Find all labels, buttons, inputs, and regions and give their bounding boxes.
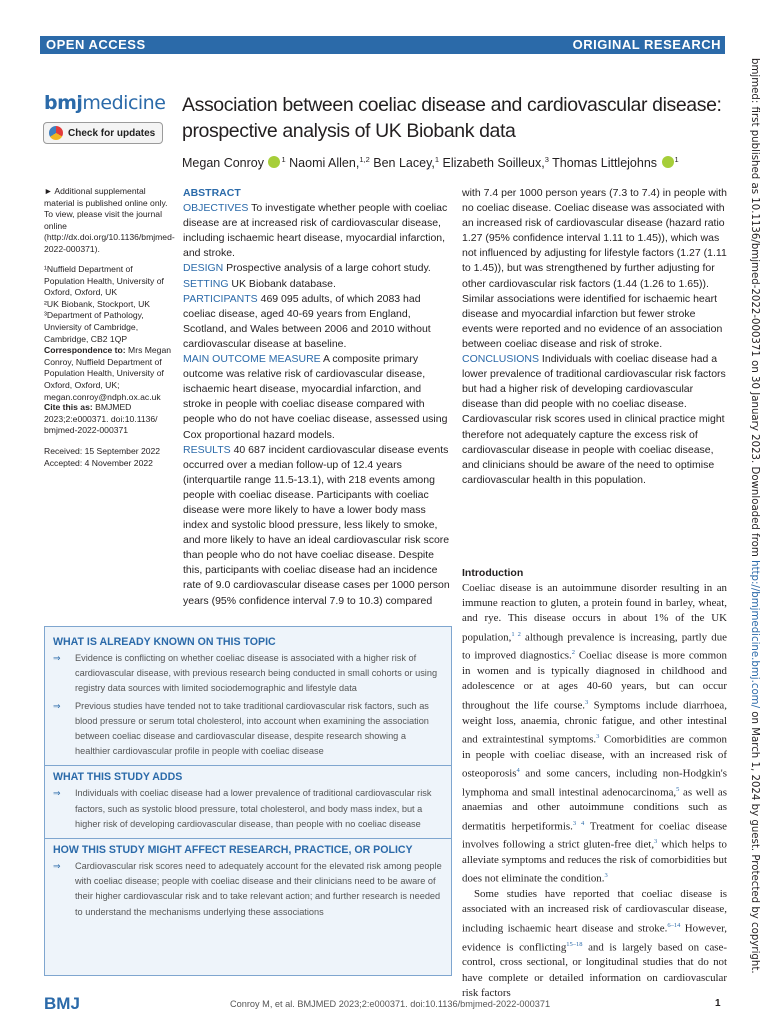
text-run: and some cancers, including non-Hodgkin's lymphoma and small intestinal adenocarcinoma, [462,767,727,799]
objectives-label: OBJECTIVES [183,202,249,215]
article-type-label: ORIGINAL RESEARCH [572,37,721,52]
reference[interactable]: 4 [516,766,520,774]
arrow-icon: ⇒ [53,788,61,799]
bullet-text: Cardiovascular risk scores need to adequately account for the elevated risk among people with coeliac disease; people with coeliac disease and their clinicians need to be aware of their higher cardiovascular risk and to take relevant action; and further research is needed to understand the mechanisms underlying these associations [75,861,442,917]
reference[interactable]: 15–18 [566,940,583,948]
received-date: Received: 15 September 2022 [44,446,161,456]
text-run: and is largely based on case-control, cross sectional, or longitudinal studies that do not have complete or detailed information on cardiovascular risk factors [462,941,727,999]
participants-label: PARTICIPANTS [183,292,258,305]
cite-label: Cite this as: [44,402,93,412]
text-run: although prevalence is increasing, partly due to improved diagnostics. [462,631,728,663]
bullet-text: Previous studies have tended not to take traditional cardiovascular risk factors, such as blood pressure or serum total cholesterol, into account when examining the association between coeliac disease and cardiovascular disease, despite research showing a healthier cardiovascular profile in people with coeliac disease [75,700,429,757]
reference[interactable]: 1 2 [511,630,521,638]
dates [44,446,172,469]
reference[interactable]: 3 4 [572,819,585,827]
intro-paragraph-1 [462,581,727,887]
list-item [53,651,443,697]
logo-bold: bmj [44,92,83,114]
divider [45,838,451,839]
check-updates-label: Check for updates [68,127,156,139]
abstract-col-2 [462,186,727,488]
author-name: Ben Lacey, [373,156,435,171]
arrow-icon: ⇒ [53,700,61,711]
bullet-text: Evidence is conflicting on whether coeliac disease is associated with a higher risk of cardiovascular disease, with previous research being conducted in small cohorts or using registry data sources with limited sociodemographic and lifestyle data [75,653,438,694]
correspondence-text: Mrs Megan Conroy, Nuffield Department of Population Health, University of Oxford, Oxford, UK; megan.conroy@ndph.ox.ac.uk [44,345,172,402]
affiliation-3: ³Department of Pathology, Unviersity of Cambridge, Cambridge, CB2 1QP [44,310,144,344]
journal-logo [44,92,165,114]
logo-light: medicine [82,92,166,114]
adds-heading: WHAT THIS STUDY ADDS [53,771,183,784]
crossmark-icon [49,126,63,140]
text-run: Treatment for coeliac disease involves following a strict gluten-free diet, [462,820,728,852]
author-list [182,152,727,171]
author-name: Thomas Littlejohns [552,156,658,171]
text-run: as well as anaemias and other autoimmune conditions such as dermatitis herpetiformis. [462,786,728,833]
affiliation-1: ¹Nuffield Department of Population Health, University of Oxford, Oxford, UK [44,264,164,298]
results-label: RESULTS [183,443,231,456]
reference[interactable]: 5 [676,785,680,793]
setting-text: UK Biobank database. [228,277,336,290]
orcid-icon[interactable] [662,156,674,168]
text-run: However, evidence is conflicting [462,922,727,954]
affiliations [44,264,172,403]
arrow-icon: ⇒ [53,653,61,663]
text-run: Some studies have reported that coeliac disease is associated with an increased risk of cardiovascular disease, including ischaemic heart disease and stroke. [462,888,727,935]
vertical-text-start: bmjmed: first published as 10.1136/bmjmed-2022-000371 on 30 January 2023. Downloaded from [749,58,760,561]
open-access-label: OPEN ACCESS [46,37,146,52]
known-heading: WHAT IS ALREADY KNOWN ON THIS TOPIC [53,636,276,648]
page-number: 1 [715,998,721,1009]
footer-citation: Conroy M, et al. BMJMED 2023;2:e000371. doi:10.1136/bmjmed-2022-000371 [230,999,551,1009]
intro-heading: Introduction [462,567,524,579]
list-item [53,786,443,832]
author-name: Naomi Allen, [289,156,360,171]
conclusions-label: CONCLUSIONS [462,353,540,366]
check-updates-button[interactable] [43,122,163,144]
accepted-date: Accepted: 4 November 2022 [44,457,153,468]
design-text: Prospective analysis of a large cohort study. [223,262,431,275]
reference[interactable]: 3 [604,872,608,880]
intro-paragraph-2 [462,887,727,1001]
cite-text: BMJMED 2023;2:e000371. doi:10.1136/ bmjmed-2022-000371 [44,402,158,436]
text-run: Comorbidities are common in people with coeliac disease, with an increased risk of osteoporosis [462,733,727,780]
text-run: Coeliac disease is more common in women and is typically diagnosed in childhood and adolescence or at ages 40-60 years, but can occur throughout the life course. [462,650,727,712]
results-continued: with 7.4 per 1000 person years (7.3 to 7.4) in people with no coeliac disease. Coeliac disease was associated with an increased risk of cardiovascular disease (hazard ratio 1.27 (95% confidence interval 1.11 to 1.45)), which was not influenced by adjusting for lifestyle factors (1.27 (1.11 to 1.45)), but was strengthened by further adjusting for other cardiovascular risk factors (1.44 (1.26 to 1.65)). Similar associations were identified for ischaemic heart disease and myocardial infarction but fewer stroke events were reported and no evidence of an association between coeliac disease and risk of stroke. [462,187,727,350]
correspondence-label: Correspondence to: [44,345,126,356]
reference[interactable]: 3 [654,838,658,846]
outcome-label: MAIN OUTCOME MEASURE [183,353,321,366]
affiliation-2: ²UK Biobank, Stockport, UK [44,298,151,309]
results-text: 40 687 incident cardiovascular disease events occurred over a median follow-up of 12.4 years (interquartile range 11.5-13.1), with 218 events among people with coeliac disease. Participants with coeliac disease were more likely to have a lower body mass index and systolic blood pressure, less likely to smoke, and more likely to have an ideal cardiovascular risk score than people who do not have coeliac disease. Despite this, participants with coeliac disease had an incidence rate of 9.0 cardiovascular disease cases per 1000 person years (95% confidence interval 7.9 to 10.3) compared [183,443,450,607]
conclusions-text: Individuals with coeliac disease had a lower prevalence of traditional cardiovascular risk factors but had a higher risk of developing cardiovascular disease than did people with no coeliac disease. Cardiovascular risk scores used in clinical practice might therefore not adequately capture the excess risk of cardiovascular disease in people with coeliac disease, and clinicians should be aware of the need to optimise cardiovascular health in this population. [462,353,726,486]
supplemental-note: ► Additional supplemental material is published online only. To view, please visit the journal online (http://dx.doi.org/10.1136/bmjmed-2022-000371). [44,186,175,254]
author-sup: 1,2 [359,155,370,164]
arrow-icon: ⇒ [53,861,61,872]
reference[interactable]: 3 [585,698,589,706]
abstract-col-1 [183,186,451,609]
reference[interactable]: 3 [596,732,600,740]
reference[interactable]: 2 [571,649,575,657]
article-title: Association between coeliac disease and cardiovascular disease: prospective analysis of UK Biobank data [182,94,722,142]
site-link[interactable]: http://bmjmedicine.bmj.com/ [749,560,760,709]
author-name: Elizabeth Soilleux, [442,156,545,171]
divider [45,765,451,766]
list-item [53,699,443,760]
cite-as [44,402,172,437]
orcid-icon[interactable] [268,156,280,168]
author-sup: 1 [674,155,679,164]
affect-heading: HOW THIS STUDY MIGHT AFFECT RESEARCH, PRACTICE, OR POLICY [53,844,413,857]
abstract-heading: ABSTRACT [183,187,241,199]
key-messages-box [44,626,452,976]
author-name: Megan Conroy [182,156,264,171]
introduction-section [462,566,727,1001]
design-label: DESIGN [183,262,224,275]
objectives-text: To investigate whether people with coeliac disease are at increased risk of cardiovascular disease, including ischaemic heart disease, myocardial infarction, and stroke. [183,202,448,260]
list-item [53,859,443,920]
author-sup: 1 [281,155,286,164]
author-sup: 1 [434,155,440,164]
top-banner [40,36,725,54]
text-run: which helps to alleviate symptoms and reduces the risk of comorbidities but does not eliminate the condition. [462,839,727,886]
bullet-text: Individuals with coeliac disease had a lower prevalence of traditional cardiovascular risk factors, such as systolic blood pressure, total cholesterol, and body mass index, but a higher risk of developing cardiovascular disease, than people with no coeliac disease [75,788,432,829]
author-sup: 3 [544,155,549,164]
setting-label: SETTING [183,277,229,290]
outcome-text: A composite primary outcome was relative risk of cardiovascular disease, ischaemic heart disease, myocardial infarction, and stroke in people with coeliac disease compared with people who do not have coeliac disease, assessed using Cox proportional hazard models. [183,353,448,441]
vertical-notice [744,58,764,982]
correspondence [44,345,172,403]
participants-text: 469 095 adults, of which 2083 had coeliac disease, aged 40-69 years from England, Scotland, and Wales between 2006 and 2010 without cardiovascular disease at baseline. [183,292,431,350]
vertical-text-end: on March 1, 2024 by guest. Protected by copyright. [749,708,760,974]
reference[interactable]: 6–14 [667,921,681,929]
text-run: Coeliac disease is an autoimmune disorder resulting in an immune reaction to gluten, a protein found in barley, wheat, and rye. This disease occurs in about 1% of the UK population, [462,582,727,644]
footer-logo: BMJ [44,994,80,1013]
text-run: Symptoms include diarrhoea, weight loss, anaemia, chronic fatigue, and other intestinal and extraintestinal symptoms. [462,699,727,746]
